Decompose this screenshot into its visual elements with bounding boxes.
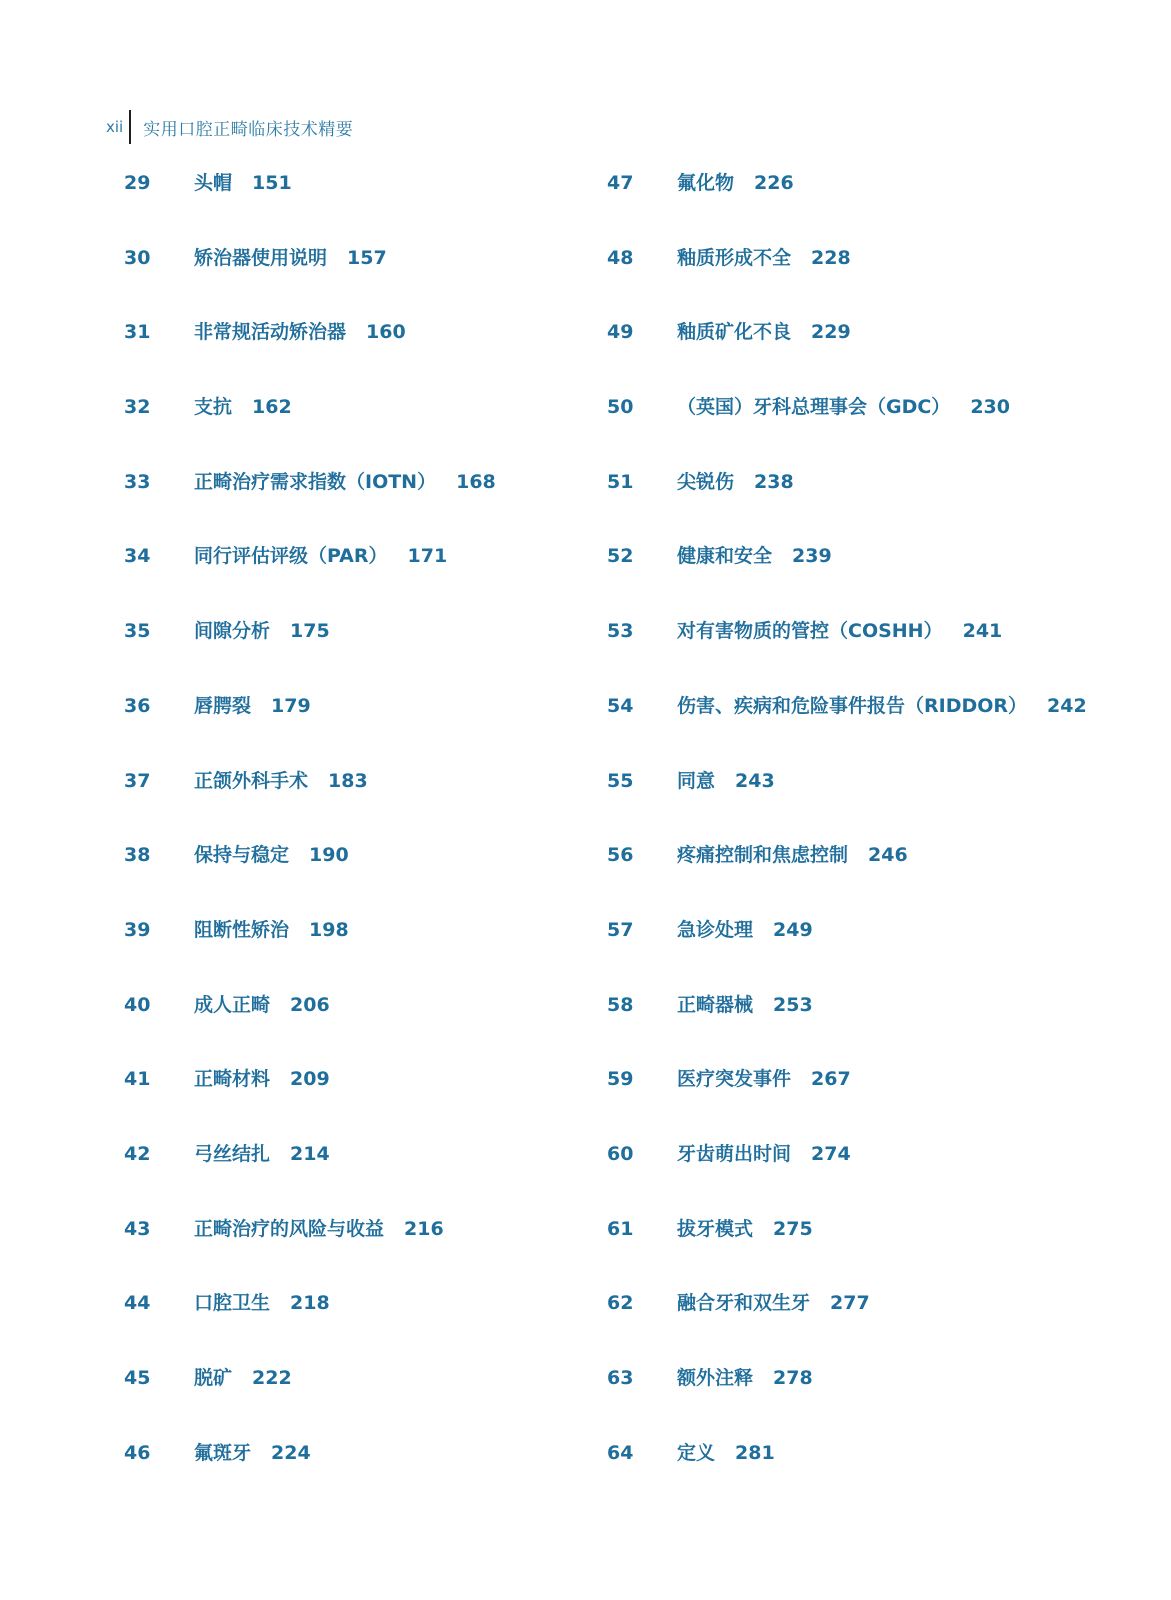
toc-chapter-number: 64	[607, 1441, 634, 1464]
toc-chapter-number: 42	[124, 1142, 151, 1165]
toc-page-number: 190	[309, 844, 349, 867]
toc-chapter-title: 额外注释	[677, 1367, 754, 1389]
toc-entry[interactable]	[124, 536, 496, 611]
toc-chapter-number: 33	[124, 470, 151, 493]
toc-chapter-title: 牙齿萌出时间	[677, 1142, 792, 1165]
toc-chapter-title: 釉质矿化不良	[677, 321, 792, 344]
toc-chapter-number: 34	[124, 545, 151, 568]
toc-page-number: 171	[407, 545, 448, 568]
toc-chapter-title: 阻断性矫治	[194, 918, 290, 941]
toc-chapter-title: 正颌外科手术	[194, 769, 309, 792]
toc-page-number: 228	[811, 246, 851, 269]
toc-chapter-title: 支抗	[194, 396, 233, 419]
toc-page-number: 253	[773, 993, 813, 1016]
toc-chapter-number: 40	[124, 993, 151, 1016]
toc-chapter-title: 同意	[677, 769, 716, 792]
toc-page-number: 216	[404, 1217, 444, 1240]
toc-entry[interactable]	[607, 1209, 1087, 1284]
toc-entry[interactable]	[124, 611, 496, 686]
toc-entry[interactable]	[124, 835, 496, 910]
toc-chapter-title: （英国）牙科总理事会（GDC）	[677, 396, 951, 419]
toc-entry[interactable]	[607, 163, 1087, 238]
toc-chapter-title: 正畸治疗的风险与收益	[194, 1217, 385, 1240]
toc-page-number: 160	[366, 321, 406, 344]
toc-chapter-number: 31	[124, 321, 151, 344]
toc-page-number: 277	[830, 1292, 870, 1315]
toc-chapter-title: 成人正畸	[194, 993, 271, 1016]
toc-chapter-number: 43	[124, 1217, 151, 1240]
toc-entry[interactable]	[607, 985, 1087, 1060]
toc-chapter-number: 52	[607, 545, 634, 568]
toc-entry[interactable]	[607, 1358, 1087, 1433]
toc-chapter-title: 氟化物	[677, 172, 735, 194]
header-divider	[129, 110, 131, 144]
toc-chapter-number: 61	[607, 1217, 634, 1240]
toc-page-number: 224	[271, 1441, 311, 1464]
toc-chapter-title: 医疗突发事件	[677, 1068, 792, 1091]
toc-chapter-title: 正畸治疗需求指数（IOTN）	[194, 470, 437, 493]
toc-chapter-number: 30	[124, 246, 151, 269]
toc-chapter-number: 62	[607, 1292, 634, 1315]
toc-page-number: 278	[773, 1367, 813, 1389]
toc-chapter-title: 头帽	[194, 172, 233, 194]
toc-page-number: 242	[1047, 694, 1087, 717]
toc-chapter-number: 58	[607, 993, 634, 1016]
toc-entry[interactable]	[607, 761, 1087, 836]
toc-entry[interactable]	[607, 1283, 1087, 1358]
toc-entry[interactable]	[607, 835, 1087, 910]
toc-page-number: 243	[735, 769, 775, 792]
toc-entry[interactable]	[607, 387, 1087, 462]
toc-page-number: 230	[970, 396, 1010, 419]
toc-chapter-number: 41	[124, 1068, 151, 1091]
toc-chapter-number: 35	[124, 620, 151, 643]
toc-chapter-number: 55	[607, 769, 634, 792]
toc-column-right	[607, 163, 1087, 1507]
toc-entry[interactable]	[607, 1059, 1087, 1134]
toc-chapter-title: 氟斑牙	[194, 1441, 252, 1464]
toc-entry[interactable]	[124, 1358, 496, 1433]
toc-chapter-title: 脱矿	[194, 1367, 233, 1389]
toc-entry[interactable]	[124, 1209, 496, 1284]
toc-page-number: 179	[271, 694, 311, 717]
toc-entry[interactable]	[124, 163, 496, 238]
toc-chapter-number: 57	[607, 918, 634, 941]
toc-page-number: 214	[290, 1142, 330, 1165]
toc-entry[interactable]	[124, 910, 496, 985]
toc-entry[interactable]	[607, 1134, 1087, 1209]
toc-page-number: 206	[290, 993, 330, 1016]
toc-chapter-number: 38	[124, 844, 151, 867]
toc-chapter-title: 拔牙模式	[677, 1217, 754, 1240]
toc-chapter-number: 44	[124, 1292, 151, 1315]
toc-chapter-title: 唇腭裂	[194, 694, 252, 717]
toc-entry[interactable]	[607, 1433, 1087, 1508]
toc-page-number: 162	[252, 396, 292, 419]
toc-entry[interactable]	[124, 1059, 496, 1134]
toc-chapter-number: 63	[607, 1367, 634, 1389]
toc-page-number: 281	[735, 1441, 775, 1464]
toc-chapter-number: 60	[607, 1142, 634, 1165]
toc-chapter-number: 51	[607, 470, 634, 493]
toc-entry[interactable]	[124, 985, 496, 1060]
toc-chapter-number: 54	[607, 694, 634, 717]
toc-page-number: 183	[328, 769, 368, 792]
toc-chapter-title: 尖锐伤	[677, 470, 735, 493]
toc-chapter-title: 同行评估评级（PAR）	[194, 545, 388, 568]
toc-entry[interactable]	[607, 686, 1087, 761]
toc-chapter-number: 32	[124, 396, 151, 419]
toc-entry[interactable]	[124, 462, 496, 537]
toc-page-number: 198	[309, 918, 349, 941]
toc-chapter-number: 45	[124, 1367, 151, 1389]
toc-entry[interactable]	[607, 611, 1087, 686]
toc-chapter-title: 正畸材料	[194, 1068, 271, 1091]
toc-chapter-title: 非常规活动矫治器	[194, 321, 347, 344]
toc-page-number: 246	[868, 844, 908, 867]
toc-page-number: 229	[811, 321, 851, 344]
toc-chapter-number: 36	[124, 694, 151, 717]
toc-chapter-number: 39	[124, 918, 151, 941]
toc-chapter-title: 保持与稳定	[194, 844, 290, 867]
toc-chapter-title: 弓丝结扎	[194, 1142, 271, 1165]
toc-entry[interactable]	[124, 1134, 496, 1209]
toc-page-number: 249	[773, 918, 813, 941]
toc-chapter-title: 疼痛控制和焦虑控制	[677, 844, 849, 867]
toc-entry[interactable]	[607, 312, 1087, 387]
toc-entry[interactable]	[124, 1283, 496, 1358]
toc-chapter-number: 53	[607, 620, 634, 643]
toc-entry[interactable]	[607, 536, 1087, 611]
toc-chapter-title: 定义	[677, 1441, 716, 1464]
toc-chapter-title: 釉质形成不全	[677, 246, 792, 269]
toc-chapter-title: 间隙分析	[194, 620, 271, 643]
toc-column-left	[124, 163, 496, 1507]
toc-page-number: 226	[754, 172, 794, 194]
page-number: xii	[106, 118, 124, 136]
toc-page-number: 175	[290, 620, 330, 643]
toc-page-number: 209	[290, 1068, 330, 1091]
toc-chapter-number: 47	[607, 172, 634, 194]
toc-chapter-number: 37	[124, 769, 151, 792]
toc-page-number: 222	[252, 1367, 292, 1389]
toc-page-number: 218	[290, 1292, 330, 1315]
toc-chapter-number: 49	[607, 321, 634, 344]
toc-page-number: 157	[347, 246, 387, 269]
toc-chapter-number: 29	[124, 172, 151, 194]
toc-chapter-title: 矫治器使用说明	[194, 246, 328, 269]
toc-entry[interactable]	[124, 686, 496, 761]
toc-entry[interactable]	[124, 312, 496, 387]
toc-entry[interactable]	[607, 238, 1087, 313]
page-header	[106, 110, 353, 144]
toc-page-number: 238	[754, 470, 794, 493]
toc-chapter-number: 59	[607, 1068, 634, 1091]
toc-page-number: 168	[456, 470, 496, 493]
toc-chapter-title: 正畸器械	[677, 993, 754, 1016]
toc-page-number: 239	[792, 545, 832, 568]
toc-chapter-title: 口腔卫生	[194, 1292, 271, 1315]
toc-entry[interactable]	[607, 462, 1087, 537]
book-title: 实用口腔正畸临床技术精要	[143, 119, 354, 140]
toc-entry[interactable]	[124, 387, 496, 462]
toc-chapter-title: 融合牙和双生牙	[677, 1292, 811, 1315]
toc-chapter-title: 伤害、疾病和危险事件报告（RIDDOR）	[677, 694, 1028, 717]
toc-page-number: 274	[811, 1142, 851, 1165]
toc-chapter-title: 对有害物质的管控（COSHH）	[677, 620, 943, 643]
toc-chapter-number: 48	[607, 246, 634, 269]
toc-page-number: 241	[962, 620, 1003, 643]
toc-entry[interactable]	[124, 1433, 496, 1508]
toc-page-number: 267	[811, 1068, 851, 1091]
toc-chapter-title: 急诊处理	[677, 918, 754, 941]
toc-entry[interactable]	[124, 238, 496, 313]
toc-chapter-title: 健康和安全	[677, 545, 773, 568]
toc-entry[interactable]	[607, 910, 1087, 985]
toc-chapter-number: 50	[607, 396, 634, 419]
toc-chapter-number: 56	[607, 844, 634, 867]
toc-entry[interactable]	[124, 761, 496, 836]
toc-page-number: 151	[252, 172, 292, 194]
toc-chapter-number: 46	[124, 1441, 151, 1464]
toc-page-number: 275	[773, 1217, 813, 1240]
